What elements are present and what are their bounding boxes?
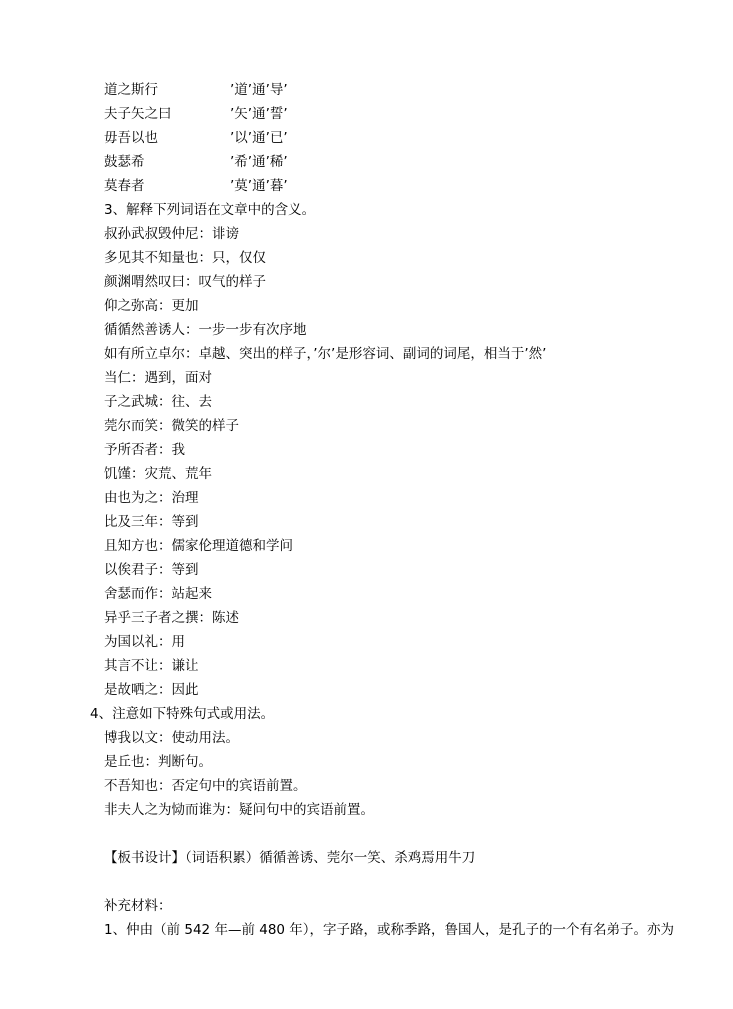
tongjia-note: ’道’通’导’ <box>230 82 288 98</box>
tongjia-note: ’希’通’稀’ <box>230 154 288 170</box>
usage-item: 非夫人之为恸而谁为：疑问句中的宾语前置。 <box>104 802 374 818</box>
usage-item: 不吾知也：否定句中的宾语前置。 <box>104 778 307 794</box>
vocab-item: 如有所立卓尔：卓越、突出的样子，’尔’是形容词、副词的词尾，相当于’然’ <box>104 346 547 362</box>
tongjia-phrase: 毋吾以也 <box>104 130 158 146</box>
vocab-item: 予所否者：我 <box>104 442 185 458</box>
vocab-item: 且知方也：儒家伦理道德和学问 <box>104 538 293 554</box>
section3-heading: 3、解释下列词语在文章中的含义。 <box>104 202 316 218</box>
tongjia-phrase: 夫子矢之曰 <box>104 106 172 122</box>
vocab-item: 当仁：遇到，面对 <box>104 370 212 386</box>
tongjia-phrase: 鼓瑟希 <box>104 154 145 170</box>
vocab-item: 子之武城：往、去 <box>104 394 212 410</box>
vocab-item: 比及三年：等到 <box>104 514 199 530</box>
supplement-label: 补充材料： <box>104 898 172 914</box>
tongjia-note: ’矢’通’誓’ <box>230 106 288 122</box>
vocab-item: 颜渊喟然叹曰：叹气的样子 <box>104 274 266 290</box>
tongjia-note: ’莫’通’暮’ <box>230 178 288 194</box>
vocab-item: 多见其不知量也：只，仅仅 <box>104 250 266 266</box>
supplement-paragraph: 1、仲由（前 542 年—前 480 年），字子路，或称季路，鲁国人，是孔子的一个有名弟子。亦为 <box>104 922 675 938</box>
vocab-item: 仰之弥高：更加 <box>104 298 199 314</box>
vocab-item: 叔孙武叔毁仲尼：诽谤 <box>104 226 239 242</box>
vocab-item: 其言不让：谦让 <box>104 658 199 674</box>
usage-item: 博我以文：使动用法。 <box>104 730 239 746</box>
vocab-item: 为国以礼：用 <box>104 634 185 650</box>
vocab-item: 以俟君子：等到 <box>104 562 199 578</box>
tongjia-phrase: 莫春者 <box>104 178 145 194</box>
vocab-item: 是故哂之：因此 <box>104 682 199 698</box>
vocab-item: 循循然善诱人：一步一步有次序地 <box>104 322 307 338</box>
vocab-item: 舍瑟而作：站起来 <box>104 586 212 602</box>
board-design: 【板书设计】（词语积累）循循善诱、莞尔一笑、杀鸡焉用牛刀 <box>104 850 476 866</box>
vocab-item: 饥馑：灾荒、荒年 <box>104 466 212 482</box>
tongjia-note: ’以’通’已’ <box>230 130 288 146</box>
tongjia-phrase: 道之斯行 <box>104 82 158 98</box>
vocab-item: 由也为之：治理 <box>104 490 199 506</box>
vocab-item: 异乎三子者之撰：陈述 <box>104 610 239 626</box>
section4-heading: 4、注意如下特殊句式或用法。 <box>90 706 275 722</box>
vocab-item: 莞尔而笑：微笑的样子 <box>104 418 239 434</box>
usage-item: 是丘也：判断句。 <box>104 754 212 770</box>
